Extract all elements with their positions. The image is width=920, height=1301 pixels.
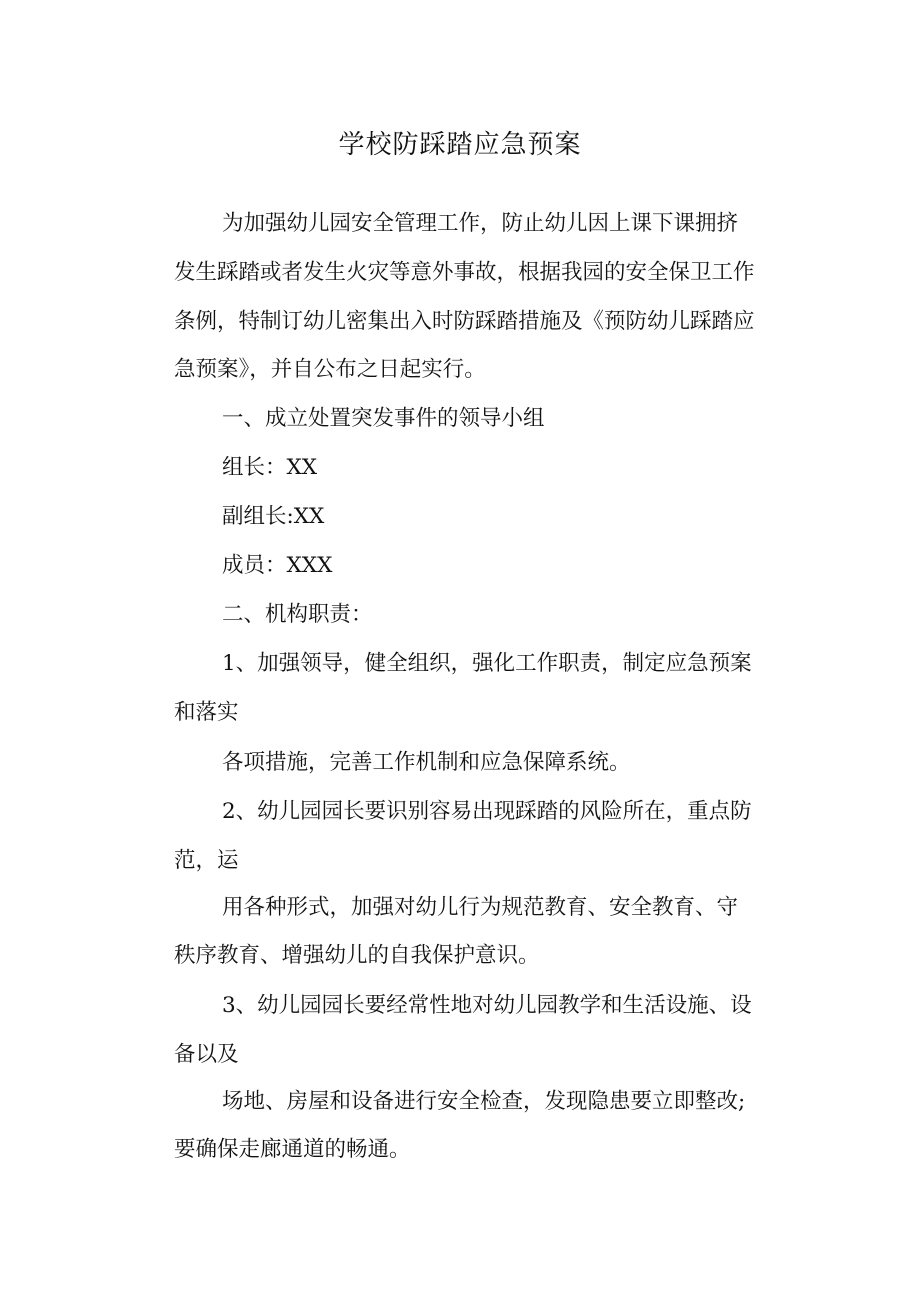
item-3-line-3: 场地、房屋和设备进行安全检查，发现隐患要立即整改;	[222, 1089, 746, 1114]
item-2-line-1: 2、幼儿园园长要识别容易出现踩踏的风险所在，重点防	[222, 799, 752, 824]
item-3-line-2: 备以及	[174, 1042, 239, 1067]
intro-line-3: 条例，特制订幼儿密集出入时防踩踏措施及《预防幼儿踩踏应	[174, 309, 755, 334]
intro-line-2: 发生踩踏或者发生火灾等意外事故，根据我园的安全保卫工作	[174, 260, 755, 285]
item-2-line-3: 用各种形式，加强对幼儿行为规范教育、安全教育、守	[222, 895, 739, 920]
document-title: 学校防踩踏应急预案	[338, 130, 582, 160]
item-3-line-1: 3、幼儿园园长要经常性地对幼儿园教学和生活设施、设	[222, 993, 752, 1018]
item-1-line-1: 1、加强领导，健全组织，强化工作职责，制定应急预案	[222, 651, 752, 676]
item-2-line-4: 秩序教育、增强幼儿的自我保护意识。	[174, 943, 540, 968]
section-2-heading: 二、机构职责：	[222, 602, 373, 627]
deputy-leader-line: 副组长:XX	[222, 504, 325, 529]
item-1-line-3: 各项措施，完善工作机制和应急保障系统。	[222, 750, 631, 775]
intro-line-1: 为加强幼儿园安全管理工作，防止幼儿因上课下课拥挤	[222, 211, 739, 236]
intro-line-4: 急预案》，并自公布之日起实行。	[174, 357, 486, 382]
leader-line: 组长：XX	[222, 455, 318, 480]
section-1-heading: 一、成立处置突发事件的领导小组	[222, 406, 545, 431]
item-2-line-2: 范，运	[174, 848, 239, 873]
members-line: 成员：XXX	[222, 553, 333, 578]
item-1-line-2: 和落实	[174, 700, 239, 725]
item-3-line-4: 要确保走廊通道的畅通。	[174, 1137, 411, 1162]
